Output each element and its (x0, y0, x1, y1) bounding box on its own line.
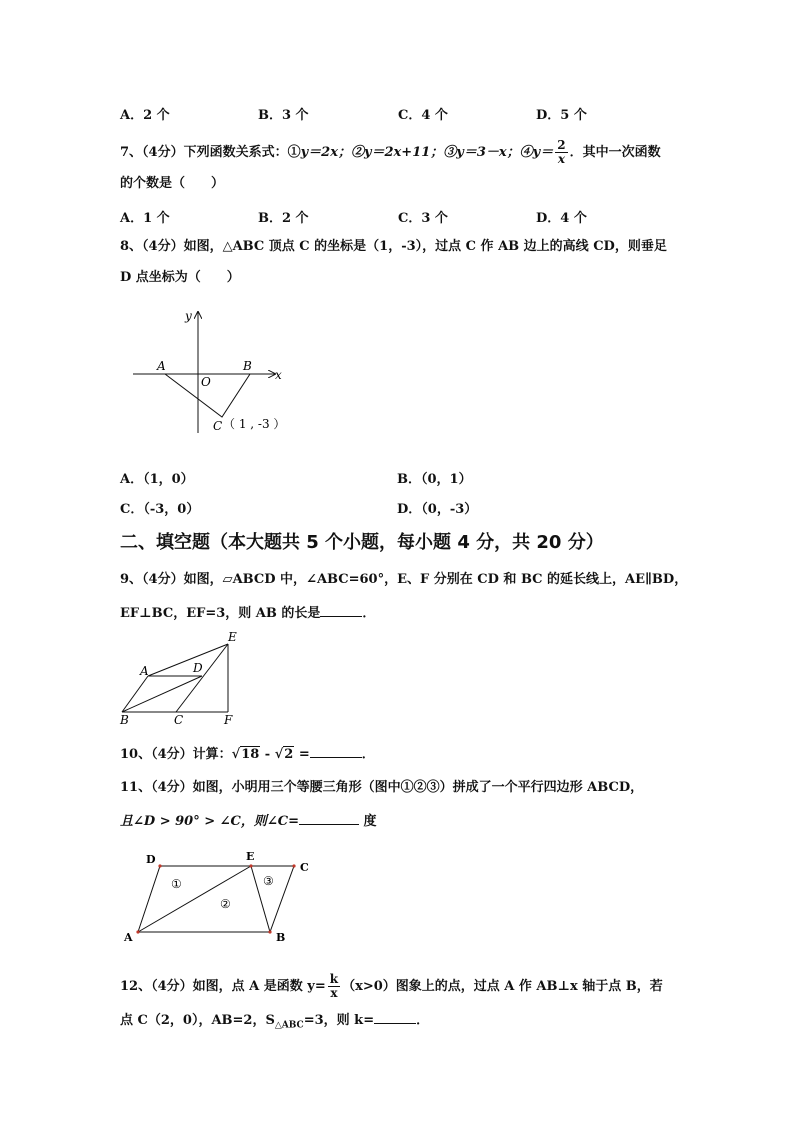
q12-stem-line2 (120, 1011, 429, 1034)
q12-frac-num: k (329, 972, 339, 986)
label-b: B (120, 713, 129, 727)
q12-frac-den: x (330, 986, 338, 1000)
q7-frac-den: x (557, 152, 565, 166)
q12-line2-mid: =3，则 k= (303, 1013, 375, 1028)
label-c: C (174, 713, 184, 727)
q6-option-d: D．5 个 (536, 108, 587, 123)
label-b: B (276, 931, 286, 944)
q8-stem-line1: 8、（4分）如图，△ABC 顶点 C 的坐标是（1，-3），过点 C 作 AB 边上的高线 CD，则垂足 (120, 239, 667, 254)
q7-fraction (555, 139, 567, 166)
q6-option-b: B．3 个 (258, 108, 309, 123)
q8-option-b: B．（0，1） (397, 472, 472, 487)
q7-f3: y＝3－x；④ (456, 145, 533, 160)
label-c-coord: （ 1 , -3 ） (223, 417, 286, 431)
sqrt-sign: √ (274, 747, 284, 762)
q7-f1: y＝2x；② (300, 145, 364, 160)
q8-option-a: A．（1，0） (120, 472, 194, 487)
q11-stem-line1: 11、（4分）如图，小明用三个等腰三角形（图中①②③）拼成了一个平行四边形 ABCD， (120, 780, 644, 795)
y-axis-label: y (185, 309, 192, 323)
q7-stem-line2: 的个数是（ ） (120, 176, 225, 191)
label-e: E (246, 850, 255, 863)
q12-answer-blank[interactable] (374, 1011, 416, 1024)
label-d: D (146, 853, 156, 866)
label-e: E (228, 630, 237, 644)
q7-option-a: A．1 个 (120, 211, 170, 226)
q12-line2-text: 点 C（2，0），AB=2，S (120, 1013, 275, 1028)
label-b: B (243, 359, 252, 373)
q7-option-d: D．4 个 (536, 211, 587, 226)
q9-line2-end: ． (362, 606, 376, 621)
q7-stem-line1 (120, 139, 661, 166)
q8-figure (125, 300, 325, 440)
q11-figure (118, 846, 318, 946)
label-c: C (213, 419, 223, 433)
region-1-label: ① (171, 877, 182, 891)
q8-option-d: D．（0，-3） (397, 502, 478, 517)
label-d: D (193, 661, 203, 675)
label-a: A (124, 931, 133, 944)
q7-f4: y＝ (532, 145, 554, 160)
q10-answer-blank[interactable] (310, 745, 362, 758)
q7-f2: y＝2x+11；③ (363, 145, 457, 160)
q12-area-subscript: △ABC (274, 1020, 304, 1031)
q11-stem-line2 (120, 812, 377, 830)
q12-prefix: 12、（4分）如图，点 A 是函数 y= (120, 979, 326, 994)
q10-end: ． (361, 747, 375, 762)
label-f: F (224, 713, 233, 727)
label-o: O (201, 375, 211, 389)
label-a: A (140, 664, 149, 678)
q11-unit: 度 (359, 814, 377, 829)
q10-minus: - (260, 747, 275, 762)
label-c: C (300, 861, 309, 874)
q10-radicand-2: 2 (284, 747, 294, 762)
q6-option-c: C．4 个 (398, 108, 448, 123)
q12-stem-line1 (120, 973, 663, 1000)
q7-option-b: B．2 个 (258, 211, 309, 226)
q9-stem-line2 (120, 604, 375, 622)
q9-line2-text: EF⊥BC，EF=3，则 AB 的长是 (120, 606, 321, 621)
x-axis-label: x (275, 368, 282, 382)
q11-answer-blank[interactable] (299, 812, 359, 825)
q7-suffix: ．其中一次函数 (569, 145, 661, 160)
q7-prefix: 7、（4分）下列函数关系式：① (120, 145, 301, 160)
q8-option-c: C．（-3，0） (120, 502, 200, 517)
q9-answer-blank[interactable] (320, 604, 362, 617)
region-2-label: ② (220, 897, 231, 911)
q7-option-c: C．3 个 (398, 211, 448, 226)
sqrt-sign: √ (231, 747, 241, 762)
q9-figure (112, 628, 242, 728)
q10-stem (120, 745, 375, 763)
q12-suffix: （x>0）图象上的点，过点 A 作 AB⊥x 轴于点 B，若 (342, 979, 663, 994)
label-a: A (157, 359, 166, 373)
q12-end: ． (416, 1013, 430, 1028)
q8-stem-line2: D 点坐标为（ ） (120, 270, 240, 285)
section-2-heading: 二、填空题（本大题共 5 个小题，每小题 4 分，共 20 分） (120, 532, 604, 553)
q10-radicand-1: 18 (241, 747, 260, 762)
q7-frac-num: 2 (557, 138, 566, 152)
q6-option-a: A．2 个 (120, 108, 170, 123)
region-3-label: ③ (263, 874, 274, 888)
q10-prefix: 10、（4分）计算： (120, 747, 232, 762)
q11-line2-text: 且∠D > 90° > ∠C，则∠C= (120, 814, 300, 829)
q10-equals: = (294, 747, 310, 762)
q12-fraction (328, 973, 340, 1000)
q9-stem-line1: 9、（4分）如图，▱ABCD 中，∠ABC=60°，E、F 分别在 CD 和 BC 的延长线上，AE∥BD， (120, 572, 688, 587)
